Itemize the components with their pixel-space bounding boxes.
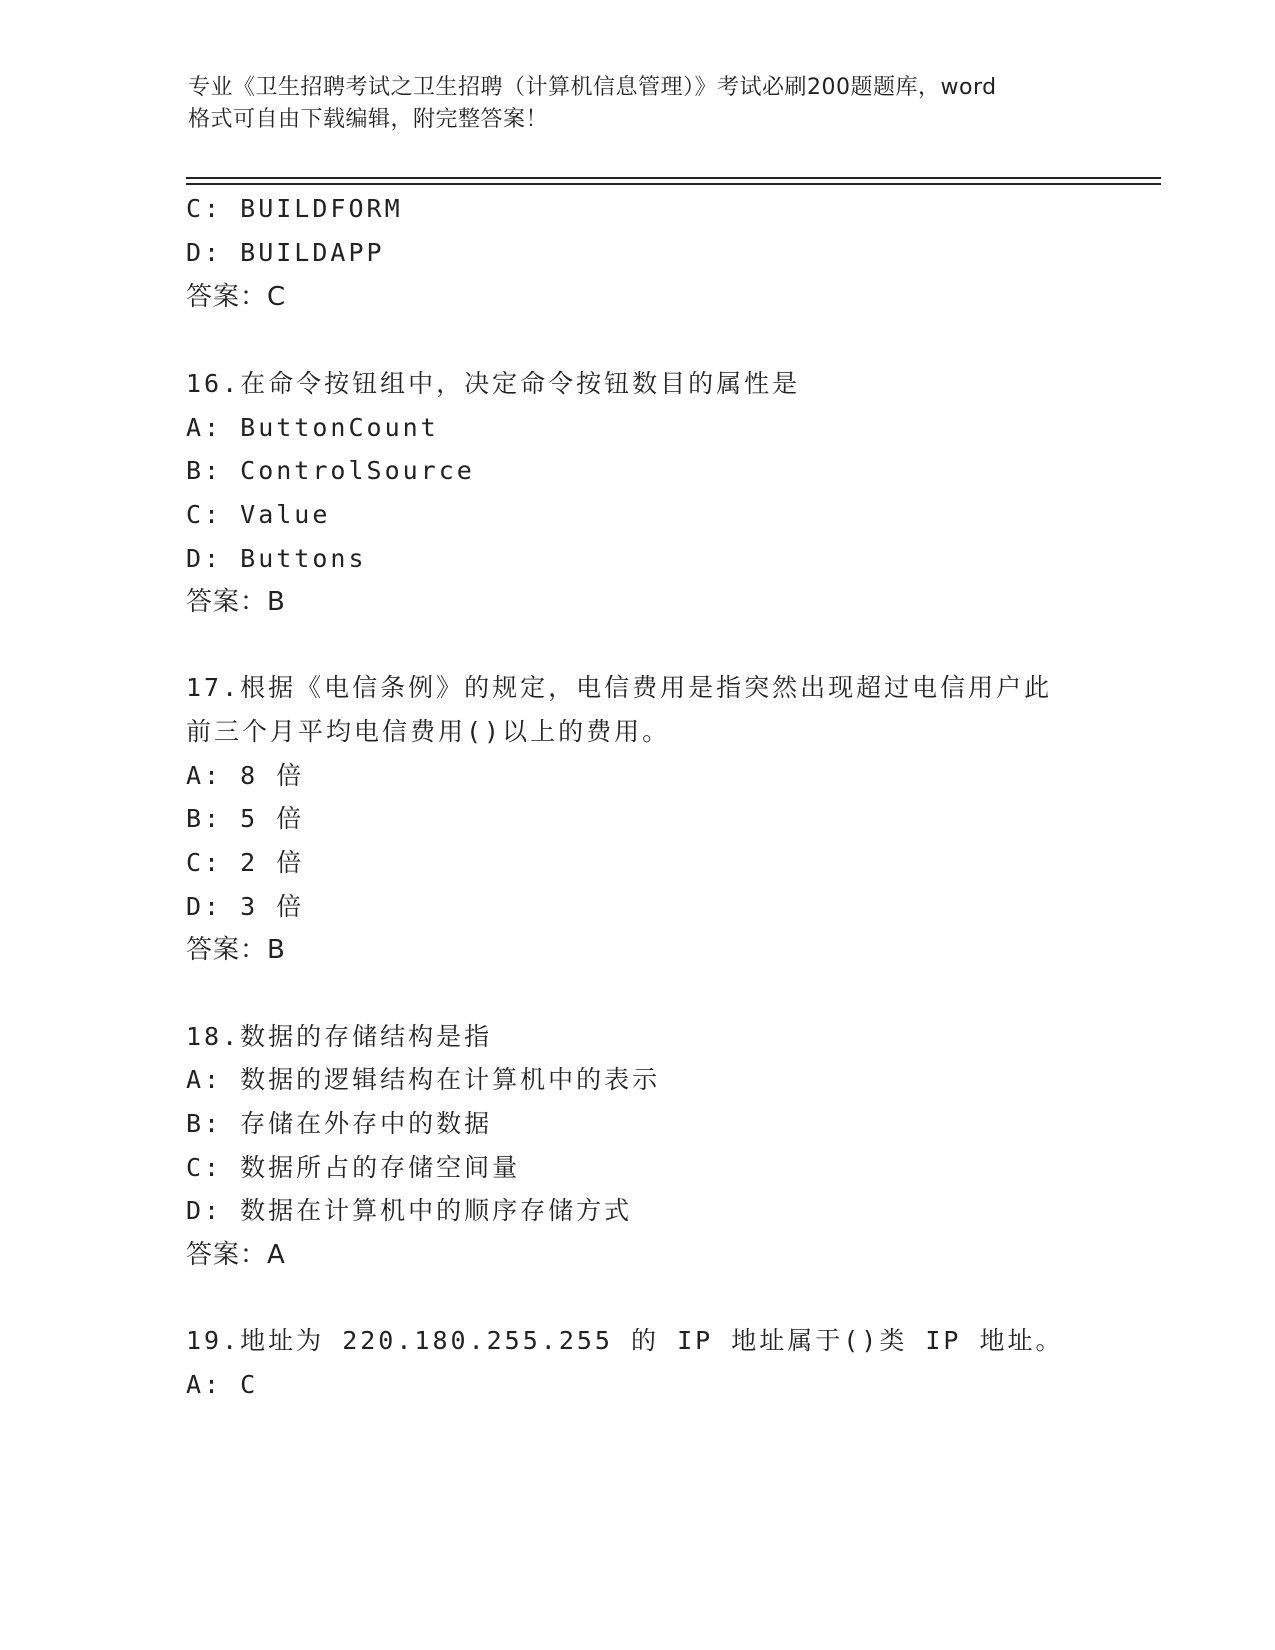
q18-option-c: C: 数据所占的存储空间量: [186, 1153, 521, 1182]
q16-option-c: C: Value: [186, 500, 331, 529]
q18-option-b: B: 存储在外存中的数据: [186, 1109, 493, 1138]
q18-option-d: D: 数据在计算机中的顺序存储方式: [186, 1196, 633, 1225]
q17-question-line-2: 前三个月平均电信费用()以上的费用。: [186, 717, 671, 746]
q16-option-d: D: Buttons: [186, 544, 367, 573]
q15-answer: 答案：C: [186, 282, 287, 312]
q18-answer: 答案：A: [186, 1240, 286, 1270]
q15-option-d: D: BUILDAPP: [186, 238, 385, 267]
q17-question-line-1: 17.根据《电信条例》的规定，电信费用是指突然出现超过电信用户此: [186, 673, 1053, 702]
q17-option-a: A: 8 倍: [186, 761, 305, 790]
q17-option-c: C: 2 倍: [186, 848, 305, 877]
header-divider-top: [186, 177, 1161, 179]
q19-question: 19.地址为 220.180.255.255 的 IP 地址属于()类 IP 地址。: [186, 1326, 1064, 1355]
q16-option-a: A: ButtonCount: [186, 413, 439, 442]
document-header: [188, 72, 1108, 136]
q19-option-a: A: C: [186, 1370, 259, 1399]
header-title-line-2: 格式可自由下载编辑，附完整答案！: [188, 107, 549, 132]
q15-option-c: C: BUILDFORM: [186, 194, 403, 223]
header-title-line-1: 专业《卫生招聘考试之卫生招聘（计算机信息管理）》考试必刷200题题库，word: [188, 75, 997, 100]
q17-option-b: B: 5 倍: [186, 804, 305, 833]
q16-answer: 答案：B: [186, 587, 286, 617]
header-divider-bottom: [186, 183, 1161, 185]
q16-question: 16.在命令按钮组中，决定命令按钮数目的属性是: [186, 369, 801, 398]
q18-option-a: A: 数据的逻辑结构在计算机中的表示: [186, 1065, 661, 1094]
q17-option-d: D: 3 倍: [186, 892, 305, 921]
q18-question: 18.数据的存储结构是指: [186, 1022, 493, 1051]
q17-answer: 答案：B: [186, 935, 286, 965]
q16-option-b: B: ControlSource: [186, 456, 475, 485]
